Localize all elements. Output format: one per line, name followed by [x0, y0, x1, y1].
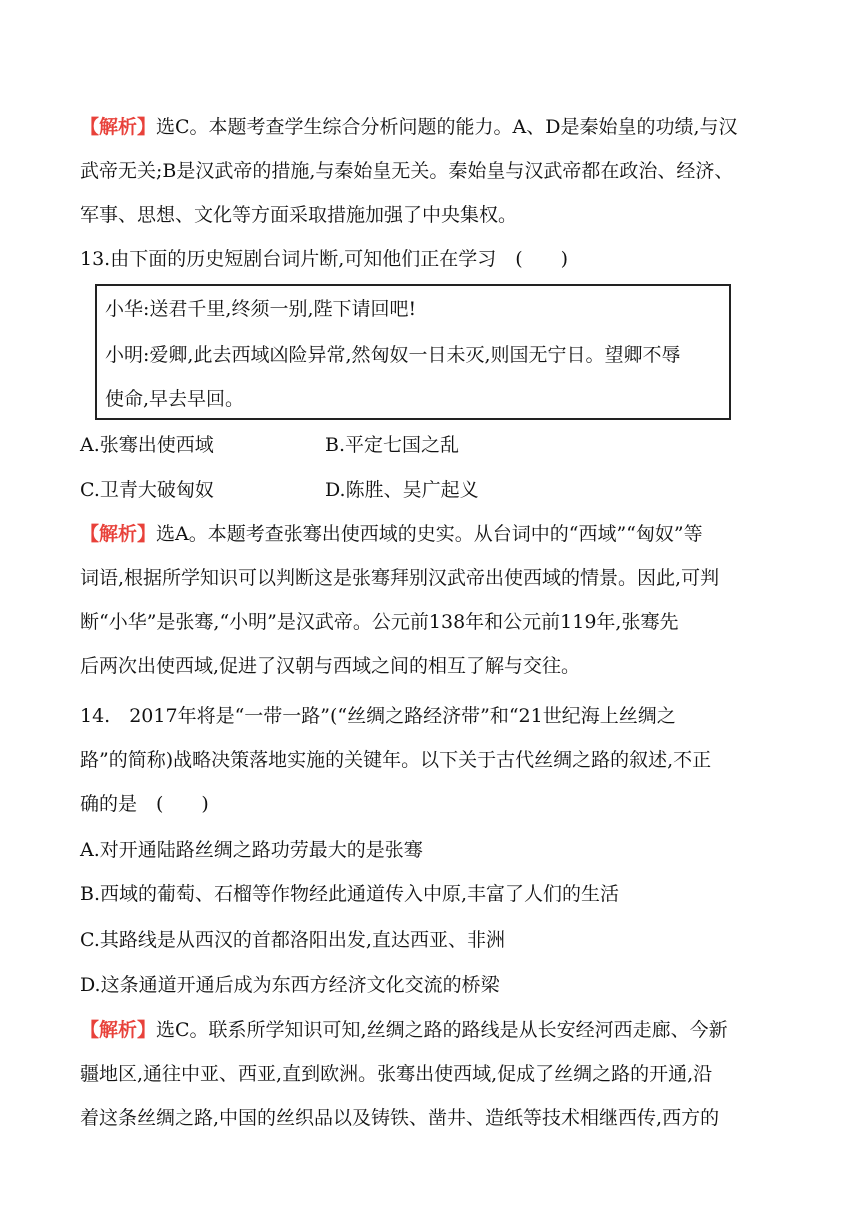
q13-option-b: B.平定七国之乱	[325, 434, 460, 456]
analysis-label: 【解析】	[80, 1019, 157, 1041]
q14-analysis-line-3: 着这条丝绸之路,中国的丝织品以及铸铁、凿井、造纸等技术相继西传,西方的	[80, 1107, 720, 1129]
q13-analysis-line-2: 词语,根据所学知识可以判断这是张骞拜别汉武帝出使西域的情景。因此,可判	[80, 567, 720, 589]
q14-option-d: D.这条通道开通后成为东西方经济文化交流的桥梁	[80, 974, 500, 996]
q14-stem-line-2: 路”的简称)战略决策落地实施的关键年。以下关于古代丝绸之路的叙述,不正	[80, 749, 712, 771]
dialogue-line-xiaoming: 小明:爱卿,此去西域凶险异常,然匈奴一日未灭,则国无宁日。望卿不辱	[105, 344, 681, 366]
q14-stem-line-3: 确的是 ( )	[80, 793, 209, 815]
q12-analysis-line-1: 【解析】选C。本题考查学生综合分析问题的能力。A、D是秦始皇的功绩,与汉	[80, 116, 738, 138]
q13-analysis-line-3: 断“小华”是张骞,“小明”是汉武帝。公元前138年和公元前119年,张骞先	[80, 611, 679, 633]
q14-option-c: C.其路线是从西汉的首都洛阳出发,直达西亚、非洲	[80, 929, 505, 951]
q13-dialogue-box	[95, 284, 731, 420]
q14-analysis-line-2: 疆地区,通往中亚、西亚,直到欧洲。张骞出使西域,促成了丝绸之路的开通,沿	[80, 1063, 713, 1085]
q13-option-a: A.张骞出使西域	[80, 434, 214, 456]
q14-option-a: A.对开通陆路丝绸之路功劳最大的是张骞	[80, 839, 423, 861]
q14-analysis-line-1: 【解析】选C。联系所学知识可知,丝绸之路的路线是从长安经河西走廊、今新	[80, 1019, 728, 1041]
q13-option-d: D.陈胜、吴广起义	[325, 479, 479, 501]
dialogue-line-xiaohua: 小华:送君千里,终须一别,陛下请回吧!	[105, 298, 417, 320]
q12-analysis-line-2: 武帝无关;B是汉武帝的措施,与秦始皇无关。秦始皇与汉武帝都在政治、经济、	[80, 160, 734, 182]
analysis-label: 【解析】	[80, 523, 157, 545]
q13-option-c: C.卫青大破匈奴	[80, 479, 214, 501]
q13-analysis-line-1: 【解析】选A。本题考查张骞出使西域的史实。从台词中的“西域”“匈奴”等	[80, 523, 703, 545]
analysis-label: 【解析】	[80, 116, 157, 138]
q12-analysis-line-3: 军事、思想、文化等方面采取措施加强了中央集权。	[80, 204, 518, 226]
q14-stem-line-1: 14. 2017年将是“一带一路”(“丝绸之路经济带”和“21世纪海上丝绸之	[80, 705, 676, 727]
q13-stem: 13.由下面的历史短剧台词片断,可知他们正在学习 ( )	[80, 248, 569, 270]
q13-analysis-line-4: 后两次出使西域,促进了汉朝与西域之间的相互了解与交往。	[80, 655, 581, 677]
q14-option-b: B.西域的葡萄、石榴等作物经此通道传入中原,丰富了人们的生活	[80, 883, 620, 905]
dialogue-line-xiaoming-cont: 使命,早去早回。	[105, 388, 245, 410]
